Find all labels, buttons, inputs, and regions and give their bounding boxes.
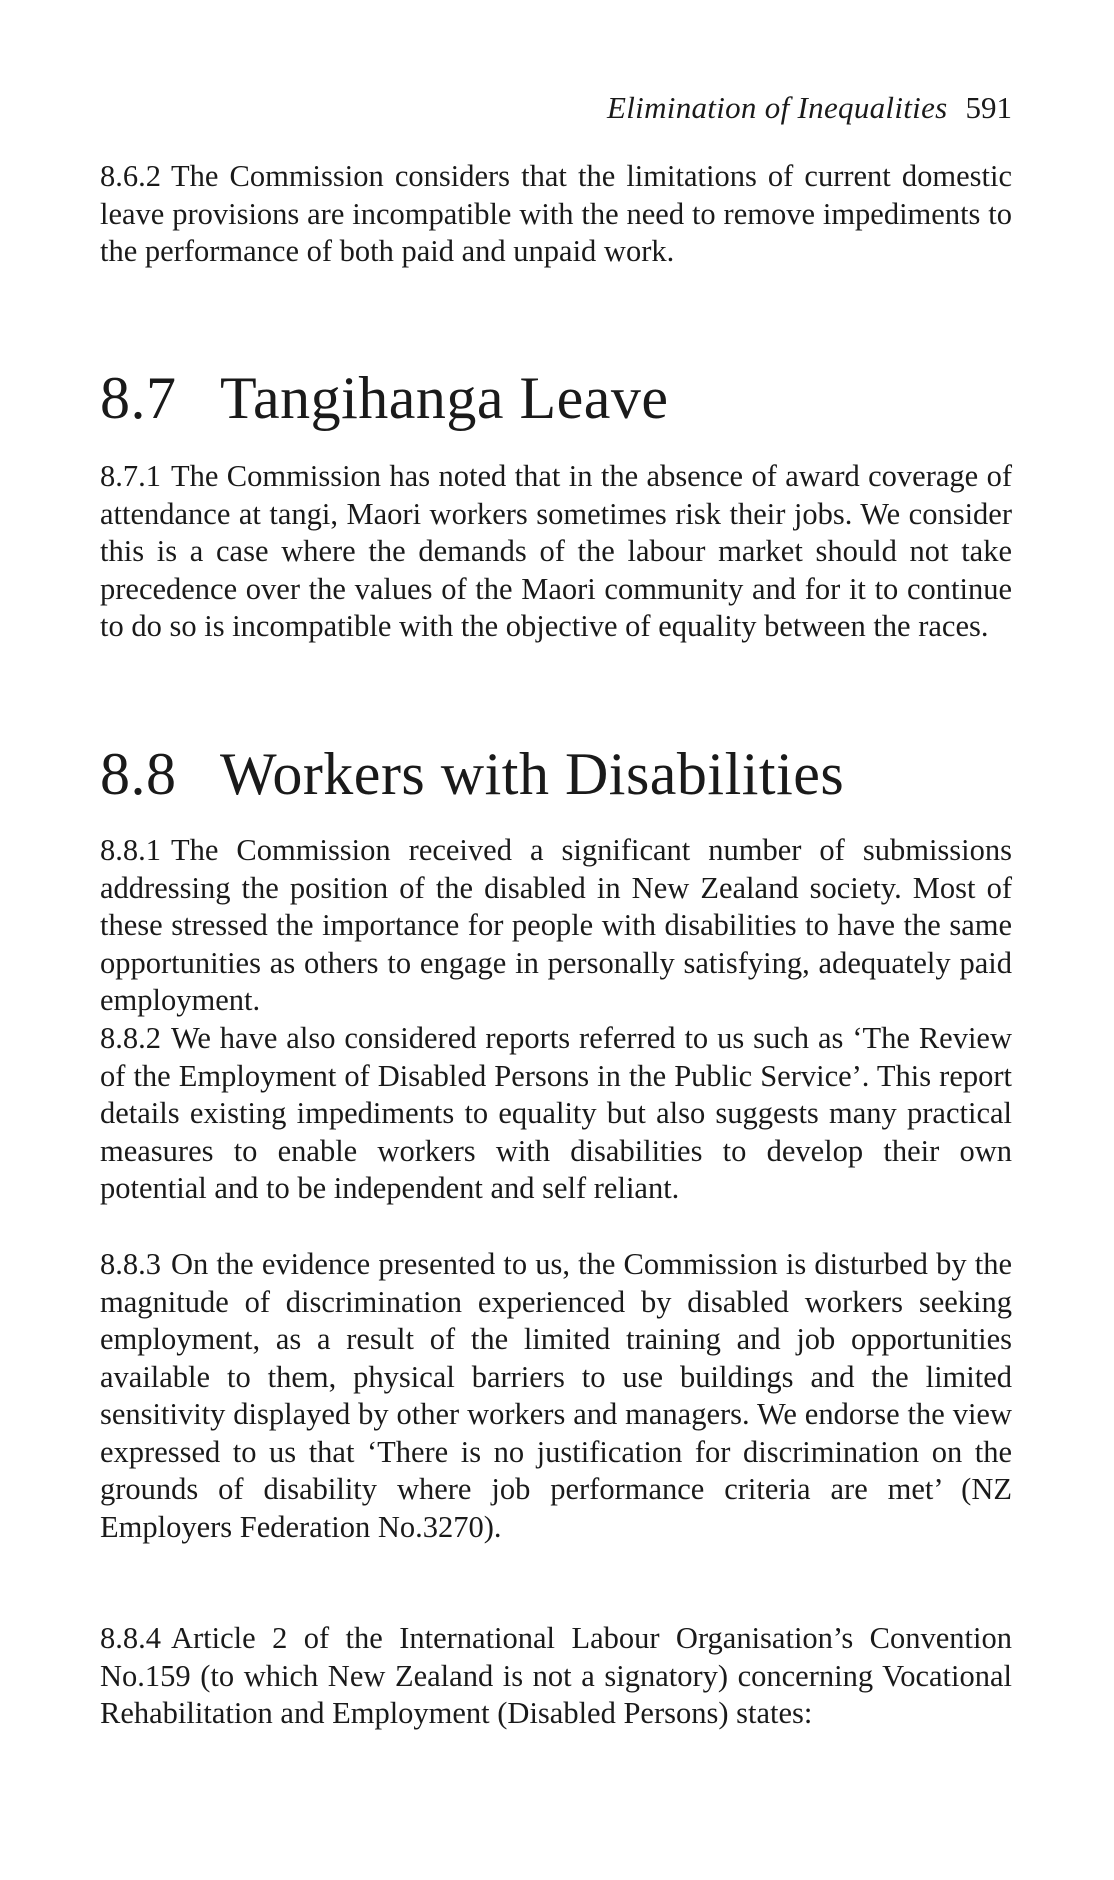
section-number: 8.8	[100, 741, 177, 807]
section-heading-8-7	[100, 362, 1012, 434]
paragraph-text: The Commission received a significant number of submissions addressing the position of the disabled in New Zealand society. Most of these stressed the importance for people with disabilities to have the same opportunities as others to engage in personally satisfying, adequately paid employment.	[100, 833, 1012, 1017]
paragraph-number: 8.8.4	[100, 1621, 161, 1655]
paragraph-8-6-2	[100, 158, 1012, 271]
running-head-title: Elimination of Inequalities	[607, 90, 948, 125]
section-title: Workers with Disabilities	[220, 741, 845, 807]
paragraph-text: We have also considered reports referred to us such as ‘The Review of the Employment of Disabled Persons in the Public Service’. This report details existing impediments to equality but also suggests many practical measures to enable workers with disabilities to develop their own potential and to be independent and self reliant.	[100, 1021, 1012, 1205]
paragraph-8-7-1	[100, 458, 1012, 646]
section-number: 8.7	[100, 365, 177, 431]
page-number: 591	[965, 90, 1012, 125]
paragraph-8-8-1	[100, 832, 1012, 1020]
paragraph-text: Article 2 of the International Labour Organisation’s Convention No.159 (to which New Zealand is not a signatory) concerning Vocational Rehabilitation and Employment (Disabled Persons) states:	[100, 1621, 1012, 1730]
paragraph-text: The Commission has noted that in the absence of award coverage of attendance at tangi, Maori workers sometimes risk their jobs. We consider this is a case where the demands of the labour market should not take precedence over the values of the Maori community and for it to continue to do so is incompatible with the objective of equality between the races.	[100, 459, 1012, 643]
paragraph-8-8-2	[100, 1020, 1012, 1208]
paragraph-number: 8.8.2	[100, 1021, 161, 1055]
paragraph-number: 8.6.2	[100, 159, 161, 193]
running-head	[100, 88, 1012, 128]
paragraph-number: 8.7.1	[100, 459, 161, 493]
paragraph-text: The Commission considers that the limitations of current domestic leave provisions are incompatible with the need to remove impediments to the performance of both paid and unpaid work.	[100, 159, 1012, 268]
paragraph-8-8-4	[100, 1620, 1012, 1733]
paragraph-number: 8.8.3	[100, 1247, 161, 1281]
section-heading-8-8	[100, 738, 1012, 810]
paragraph-8-8-3	[100, 1246, 1012, 1546]
paragraph-text: On the evidence presented to us, the Commission is disturbed by the magnitude of discrimination experienced by disabled workers seeking employment, as a result of the limited training and job opportunities available to them, physical barriers to use buildings and the limited sensitivity displayed by other workers and managers. We endorse the view expressed to us that ‘There is no justification for discrimination on the grounds of disability where job performance criteria are met’ (NZ Employers Federation No.3270).	[100, 1247, 1012, 1544]
section-title: Tangihanga Leave	[220, 365, 669, 431]
paragraph-number: 8.8.1	[100, 833, 161, 867]
